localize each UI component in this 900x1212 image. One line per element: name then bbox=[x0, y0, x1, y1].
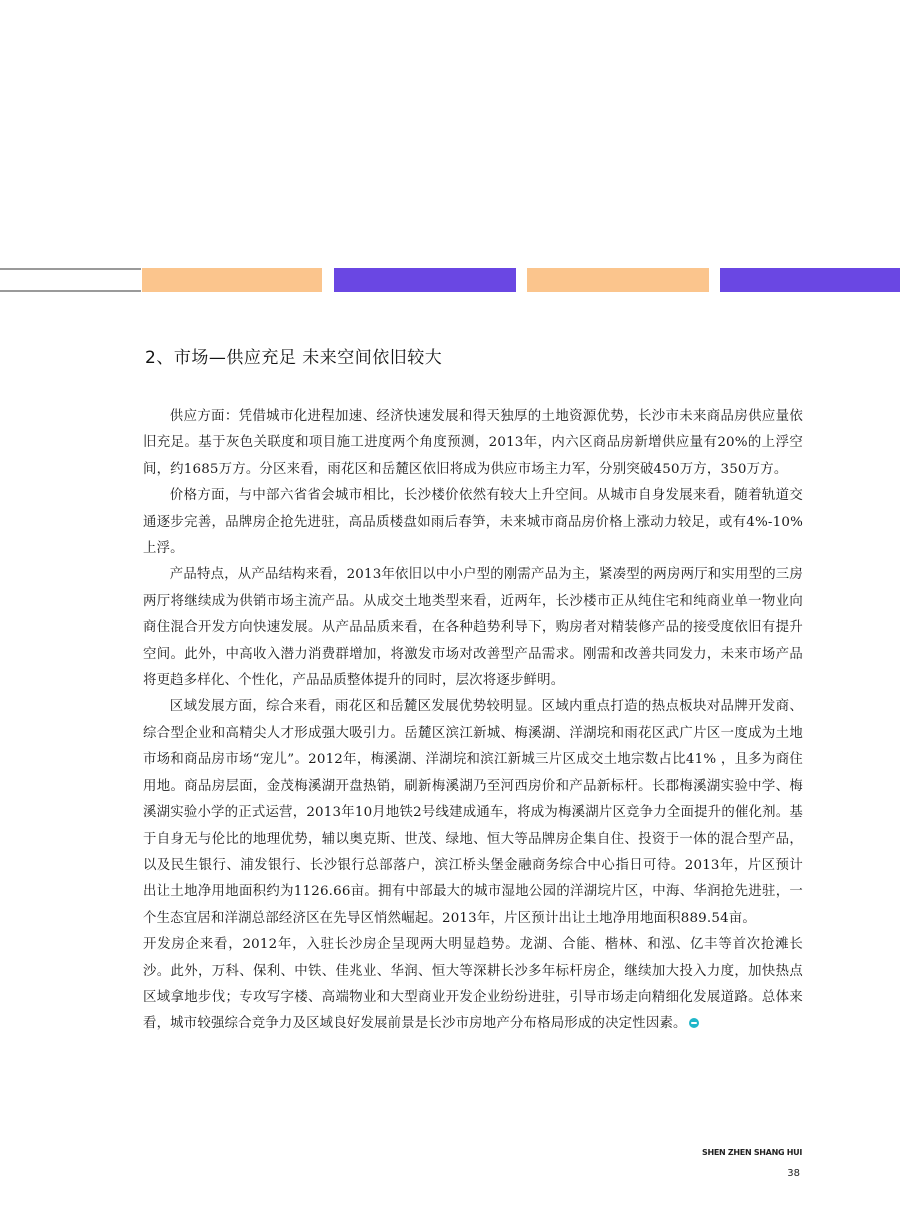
footer-label: SHEN ZHEN SHANG HUI bbox=[701, 1148, 802, 1157]
article-body bbox=[143, 404, 803, 1038]
paragraph-price: 价格方面，与中部六省省会城市相比，长沙楼价依然有较大上升空间。从城市自身发展来看，随着轨道交通逐步完善，品牌房企抢先进驻，高品质楼盘如雨后春笋，未来城市商品房价格上涨动力较足，或有4%-10% 上浮。 bbox=[143, 488, 803, 557]
paragraph-developers-text: 开发房企来看，2012年，入驻长沙房企呈现两大明显趋势。龙湖、合能、楷林、和泓、亿丰等首次抢滩长沙。此外，万科、保利、中铁、佳兆业、华润、恒大等深耕长沙多年标杆房企，继续加大投入力度，加快热点区域拿地步伐；专攻写字楼、高端物业和大型商业开发企业纷纷进驻，引导市场走向精细化发展道路。总体来看，城市较强综合竞争力及区域良好发展前景是长沙市房地产分布格局形成的决定性因素。 bbox=[143, 937, 803, 1032]
paragraph-product: 产品特点，从产品结构来看，2013年依旧以中小户型的刚需产品为主，紧凑型的两房两厅和实用型的三房两厅将继续成为供销市场主流产品。从成交土地类型来看，近两年，长沙楼市正从纯住宅和纯商业单一物业向商住混合开发方向快速发展。从产品品质来看，在各种趋势利导下，购房者对精装修产品的接受度依旧有提升空间。此外，中高收入潜力消费群增加，将激发市场对改善型产品需求。刚需和改善共同发力，未来市场产品将更趋多样化、个性化，产品品质整体提升的同时，层次将逐步鲜明。 bbox=[143, 567, 803, 689]
header-band-purple-1 bbox=[334, 268, 516, 292]
paragraph-developers bbox=[143, 932, 803, 1038]
paragraph-supply: 供应方面：凭借城市化进程加速、经济快速发展和得天独厚的土地资源优势，长沙市未来商品房供应量依旧充足。基于灰色关联度和项目施工进度两个角度预测，2013年，内六区商品房新增供应量有20%的上浮空间，约1685万方。分区来看，雨花区和岳麓区依旧将成为供应市场主力军，分别突破450万方，350万方。 bbox=[143, 409, 803, 477]
header-band-gray bbox=[0, 268, 141, 292]
header-band-purple-2 bbox=[720, 268, 900, 292]
header-band-orange-1 bbox=[142, 268, 322, 292]
section-heading: 2、市场—供应充足 未来空间依旧较大 bbox=[145, 348, 443, 368]
paragraph-region: 区域发展方面，综合来看，雨花区和岳麓区发展优势较明显。区域内重点打造的热点板块对品牌开发商、综合型企业和高精尖人才形成强大吸引力。岳麓区滨江新城、梅溪湖、洋湖垸和雨花区武广片区一度成为土地市场和商品房市场“宠儿”。2012年，梅溪湖、洋湖垸和滨江新城三片区成交土地宗数占比41% ，且多为商住用地。商品房层面，金茂梅溪湖开盘热销，刷新梅溪湖乃至河西房价和产品新标杆。长郡梅溪湖实验中学、梅溪湖实验小学的正式运营，2013年10月地铁2号线建成通车，将成为梅溪湖片区竞争力全面提升的催化剂。基于自身无与伦比的地理优势，辅以奥克斯、世茂、绿地、恒大等品牌房企集自住、投资于一体的混合型产品，以及民生银行、浦发银行、长沙银行总部落户，滨江桥头堡金融商务综合中心指日可待。2013年，片区预计出让土地净用地面积约为1126.66亩。拥有中部最大的城市湿地公园的洋湖垸片区，中海、华润抢先进驻，一个生态宜居和洋湖总部经济区在先导区悄然崛起。2013年，片区预计出让土地净用地面积889.54亩。 bbox=[143, 699, 803, 926]
page-number: 38 bbox=[787, 1168, 800, 1179]
end-of-article-icon bbox=[689, 1018, 699, 1028]
header-band-orange-2 bbox=[527, 268, 709, 292]
